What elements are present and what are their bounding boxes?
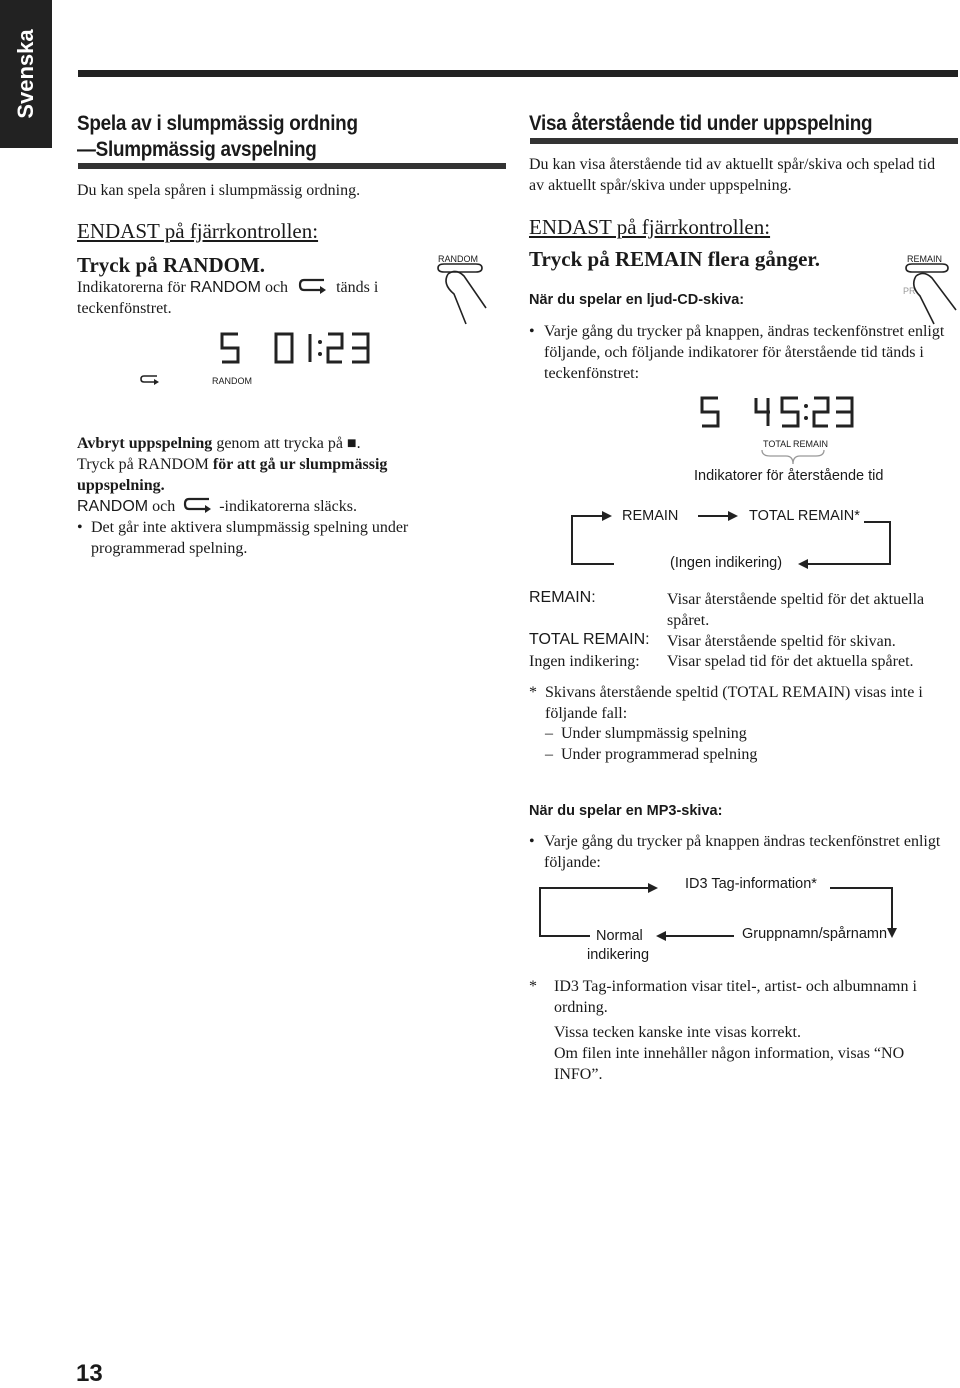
indicator-text-c: teckenfönstret. xyxy=(77,300,172,317)
indicator-remain: REMAIN xyxy=(793,439,829,449)
flow-no-indication: (Ingen indikering) xyxy=(670,555,783,571)
title-rule-left xyxy=(78,163,506,169)
cd-heading: När du spelar en ljud-CD-skiva: xyxy=(529,292,745,308)
exit-b: för att gå ur slumpmässig xyxy=(212,456,388,473)
display-random-label: RANDOM xyxy=(212,376,252,386)
mp3-flow-normal-2: indikering xyxy=(587,947,650,963)
press-remain-step: Tryck på REMAIN flera gånger. xyxy=(529,247,821,271)
bullet-dot-mp3: • xyxy=(529,833,535,850)
exit-random-text xyxy=(77,454,387,475)
note-line1: Skivans återstående speltid (TOTAL REMAIN) visas inte i xyxy=(545,684,923,701)
mp3-note-star: * xyxy=(529,978,537,995)
section-title-remain: Visa återstående tid under uppspelning xyxy=(529,112,873,135)
repeat-icon xyxy=(298,277,328,295)
off-rest: -indikatorerna släcks. xyxy=(215,498,357,515)
flow-total-remain: TOTAL REMAIN* xyxy=(749,508,860,524)
mp3-flow-id3: ID3 Tag-information* xyxy=(685,876,817,892)
mp3-bullet-text: Varje gång du trycker på knappen ändras teckenfönstret enligt följande: xyxy=(544,833,941,871)
def-desc-no-indication: Visar spelad tid för det aktuella spåret. xyxy=(667,653,914,670)
language-tab xyxy=(0,0,52,148)
exit-a: Tryck på RANDOM xyxy=(77,456,213,473)
mp3-flow-normal-1: Normal xyxy=(596,928,643,944)
note-line2: följande fall: xyxy=(545,705,628,722)
cd-bullet xyxy=(529,321,954,384)
indicator-random-word: RANDOM xyxy=(189,279,261,296)
remain-intro: Du kan visa återstående tid av aktuellt spår/skiva och spelad tid av aktuellt spår/skiva under uppspelning. xyxy=(529,156,936,194)
indicators-off-text xyxy=(77,496,357,517)
off-random-word: RANDOM xyxy=(77,498,149,515)
dash-2: – xyxy=(545,746,553,763)
bullet-dot-cd: • xyxy=(529,323,535,340)
dash-1: – xyxy=(545,725,553,742)
remain-button-sub-label: PR xyxy=(903,286,916,296)
indicators-caption: Indikatorer för återstående tid xyxy=(694,468,884,484)
exit-c: uppspelning. xyxy=(77,477,165,494)
def-desc-total-remain: Visar återstående speltid för skivan. xyxy=(667,633,896,650)
remote-only-heading-left: ENDAST på fjärrkontrollen: xyxy=(77,219,319,243)
repeat-icon-2 xyxy=(183,496,213,514)
language-label: Svenska xyxy=(13,29,38,119)
cancel-rest: genom att trycka på ■. xyxy=(212,435,361,452)
def-desc-remain-2: spåret. xyxy=(667,612,710,629)
mp3-bullet xyxy=(529,831,949,873)
def-desc-remain-1: Visar återstående speltid för det aktuella xyxy=(667,591,925,608)
mp3-flow-group: Gruppnamn/spårnamn xyxy=(742,926,888,942)
remain-button-press-icon xyxy=(900,262,958,328)
remain-button-label: REMAIN xyxy=(907,254,943,264)
note-item-1-text: Under slumpmässig spelning xyxy=(561,725,747,742)
random-indicator-text xyxy=(77,277,378,298)
mp3-note-1: ID3 Tag-information visar titel-, artist- och albumnamn i ordning. xyxy=(554,978,917,1016)
indicator-total: TOTAL xyxy=(763,439,792,449)
mp3-note-2: Vissa tecken kanske inte visas korrekt. xyxy=(554,1024,801,1041)
indicator-bracket xyxy=(758,448,828,468)
remote-only-heading-right: ENDAST på fjärrkontrollen: xyxy=(529,215,771,239)
def-term-no-indication: Ingen indikering: xyxy=(529,653,640,670)
mp3-heading: När du spelar en MP3-skiva: xyxy=(529,803,723,819)
press-random-step: Tryck på RANDOM. xyxy=(77,253,266,277)
random-button-label: RANDOM xyxy=(438,254,478,264)
note-item-2 xyxy=(545,744,757,765)
top-rule xyxy=(78,70,958,77)
cancel-bold: Avbryt uppspelning xyxy=(77,435,213,452)
off-och: och xyxy=(148,498,180,515)
indicator-och: och xyxy=(260,279,293,296)
indicator-text-b: tänds i xyxy=(332,279,379,296)
cancel-playback-text xyxy=(77,433,361,454)
note-star: * xyxy=(529,684,537,701)
section-title-random: Spela av i slumpmässig ordning xyxy=(77,112,358,135)
display-repeat-icon xyxy=(140,374,160,386)
random-bullet-text: Det går inte aktivera slumpmässig spelning under programmerad spelning. xyxy=(91,519,409,557)
section-subtitle-random: —Slumpmässig avspelning xyxy=(77,138,317,161)
mp3-note-3: Om filen inte innehåller någon information, visas “NO INFO”. xyxy=(554,1045,905,1083)
title-rule-right xyxy=(530,138,958,144)
def-term-remain: REMAIN: xyxy=(529,589,596,606)
bullet-dot: • xyxy=(77,519,83,536)
note-item-2-text: Under programmerad spelning xyxy=(561,746,758,763)
flow-remain: REMAIN xyxy=(622,508,679,524)
random-button-press-icon xyxy=(436,262,496,328)
indicator-text-a: Indikatorerna för xyxy=(77,279,190,296)
remain-display xyxy=(690,390,870,438)
random-intro: Du kan spela spåren i slumpmässig ordning. xyxy=(77,182,361,199)
cd-bullet-text: Varje gång du trycker på knappen, ändras teckenfönstret enligt följande, och följande indikatorer för återstående tid tänds i teckenfönstret: xyxy=(544,323,945,382)
page-number: 13 xyxy=(76,1360,103,1387)
note-item-1 xyxy=(545,723,747,744)
def-term-total-remain: TOTAL REMAIN: xyxy=(529,631,650,648)
random-bullet xyxy=(77,517,457,559)
